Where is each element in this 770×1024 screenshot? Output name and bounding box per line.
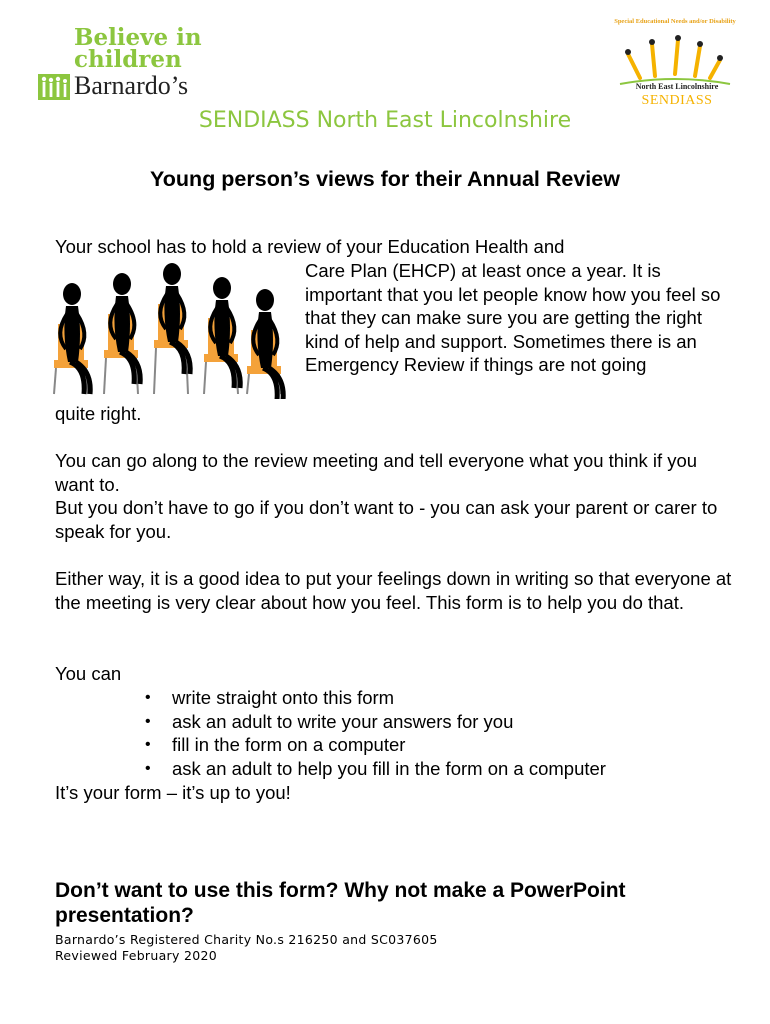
list-item: • fill in the form on a computer xyxy=(145,733,606,757)
barnardos-logo xyxy=(38,26,238,106)
list-item: • ask an adult to write your answers for you xyxy=(145,710,606,734)
you-can-label: You can xyxy=(55,663,122,684)
sendiass-tagline: Special Educational Needs and/or Disability xyxy=(614,18,736,25)
list-item: • ask an adult to help you fill in the form on a computer xyxy=(145,757,606,781)
footer-reviewed-date: Reviewed February 2020 xyxy=(55,948,217,963)
attend-meeting-paragraph xyxy=(55,449,735,543)
writing-paragraph: Either way, it is a good idea to put your feelings down in writing so that everyone at the meeting is very clear about how you feel. This form is to help you do that. xyxy=(55,568,732,613)
logo-tagline-line1: Believe in xyxy=(74,24,202,51)
list-item: • write straight onto this form xyxy=(145,686,606,710)
document-title: Young person’s views for their Annual Review xyxy=(150,167,620,191)
logo-tagline-line2: children xyxy=(74,46,182,73)
seated-figure xyxy=(247,289,283,399)
sendiass-logo xyxy=(600,16,750,116)
intro-text-first-line: Your school has to hold a review of your Education Health and xyxy=(55,236,565,257)
sendiass-area-name: North East Lincolnshire xyxy=(635,82,719,91)
people-figures-icon xyxy=(38,74,70,100)
footer-charity-number: Barnardo’s Registered Charity No.s 216250 and SC037605 xyxy=(55,932,438,947)
seated-figure xyxy=(54,283,90,394)
closing-line: It’s your form – it’s up to you! xyxy=(55,782,291,803)
sendiass-wordmark: SENDIASS xyxy=(641,93,713,108)
powerpoint-heading: Don’t want to use this form? Why not make a PowerPoint presentation? xyxy=(55,879,626,927)
seated-figure xyxy=(154,263,190,394)
speak-for-you-line: But you don’t have to go if you don’t want to - you can ask your parent or carer to speak for you. xyxy=(55,497,718,542)
attend-meeting-line: You can go along to the review meeting and tell everyone what you think if you want to. xyxy=(55,450,698,495)
seated-figure xyxy=(104,273,140,394)
people-sitting-in-chairs-icon xyxy=(50,254,295,399)
intro-text-wrapped: Care Plan (EHCP) at least once a year. It is important that you let people know how you feel so that they can make sure you are getting the right kind of help and support. Sometimes there is an Emergency Review if things are not going xyxy=(305,260,721,376)
intro-text-last-line: quite right. xyxy=(55,403,142,424)
options-list xyxy=(145,686,606,780)
seated-figure xyxy=(204,277,240,394)
org-heading: SENDIASS North East Lincolnshire xyxy=(198,108,572,133)
logo-name: Barnardo’s xyxy=(74,71,189,100)
